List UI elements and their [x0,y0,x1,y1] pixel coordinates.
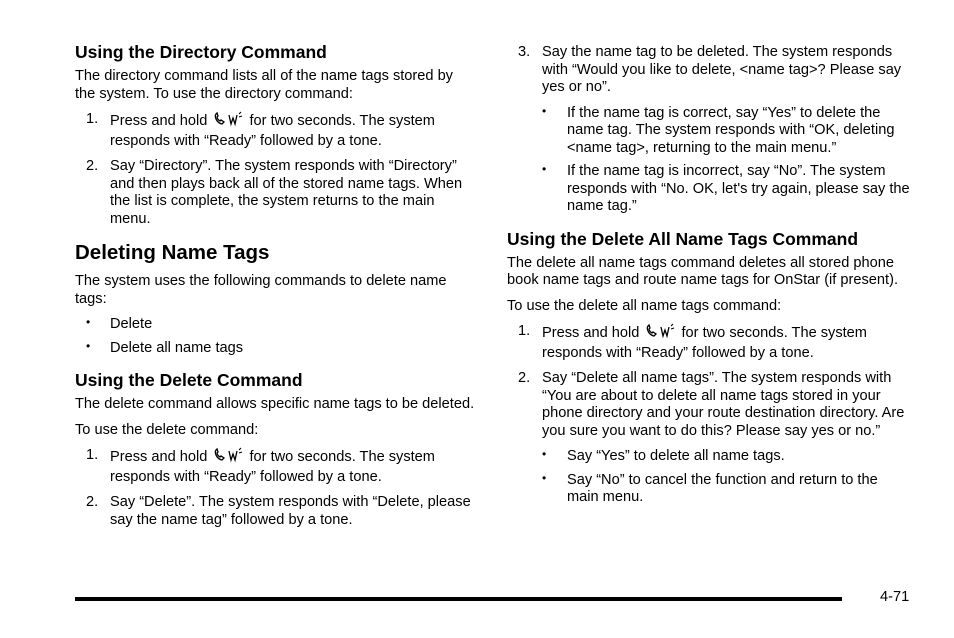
directory-intro: The directory command lists all of the name tags stored by the system. To use the directory command: [75,68,453,102]
deleting-intro: The system uses the following commands to delete name tags: [75,273,447,307]
delete-command-use: To use the delete command: [75,421,259,438]
delete-command-steps-continued [507,44,911,97]
delete-all-bullets [542,448,911,507]
delete-all-use: To use the delete all name tags command: [507,297,782,314]
directory-heading: Using the Directory Command [75,42,327,62]
list-item: • Say “No” to cancel the function and return to the main menu. [542,470,878,505]
list-item: 1. Press and hold for two seconds. The system responds with “Ready” followed by a tone. [518,323,867,361]
right-column [507,44,911,513]
list-item: 1. Press and hold for two seconds. The system responds with “Ready” followed by a tone. [86,447,435,485]
phone-voice-icon [213,447,243,469]
list-item: 2. Say “Directory”. The system responds with “Directory” and then plays back all of the stored name tags. When the list is complete, the system returns to the main menu. [86,158,463,227]
phone-voice-icon [645,323,675,345]
deleting-bullets [75,316,477,357]
delete-command-intro: The delete command allows specific name tags to be deleted. [75,396,475,412]
delete-all-steps [507,323,911,440]
left-column [75,41,477,537]
page-number: 4-71 [880,589,910,605]
list-item: • Delete all name tags [86,338,244,356]
footer-rule [75,597,842,601]
list-item: 2. Say “Delete”. The system responds with “Delete, please say the name tag” followed by a tone. [86,494,471,528]
list-item: • Say “Yes” to delete all name tags. [542,447,785,464]
list-item: • If the name tag is correct, say “Yes” to delete the name tag. The system responds with “OK, deleting <name tag>, returning to the main menu.” [542,103,895,156]
list-item: • Delete [86,315,153,332]
delete-command-steps [75,447,477,529]
deleting-heading: Deleting Name Tags [75,241,270,264]
delete-all-intro: The delete all name tags command deletes all stored phone book name tags and route name tags for OnStar (if present). [507,254,898,288]
list-item: 2. Say “Delete all name tags”. The system responds with “You are about to delete all name tags stored in your phone directory and your route destination directory. Are you sure you want to do this? Please say yes or no.” [518,370,905,439]
phone-voice-icon [213,111,243,133]
delete-all-heading: Using the Delete All Name Tags Command [507,228,859,249]
step3-bullets [542,105,911,216]
list-item: 3. Say the name tag to be deleted. The system responds with “Would you like to delete, <name tag>? Please say yes or no”. [518,44,902,95]
delete-command-heading: Using the Delete Command [75,370,303,390]
list-item: • If the name tag is incorrect, say “No”. The system responds with “No. OK, let's try again, please say the name tag.” [542,162,910,214]
directory-steps [75,111,477,228]
list-item: 1. Press and hold for two seconds. The system responds with “Ready” followed by a tone. [86,111,435,149]
